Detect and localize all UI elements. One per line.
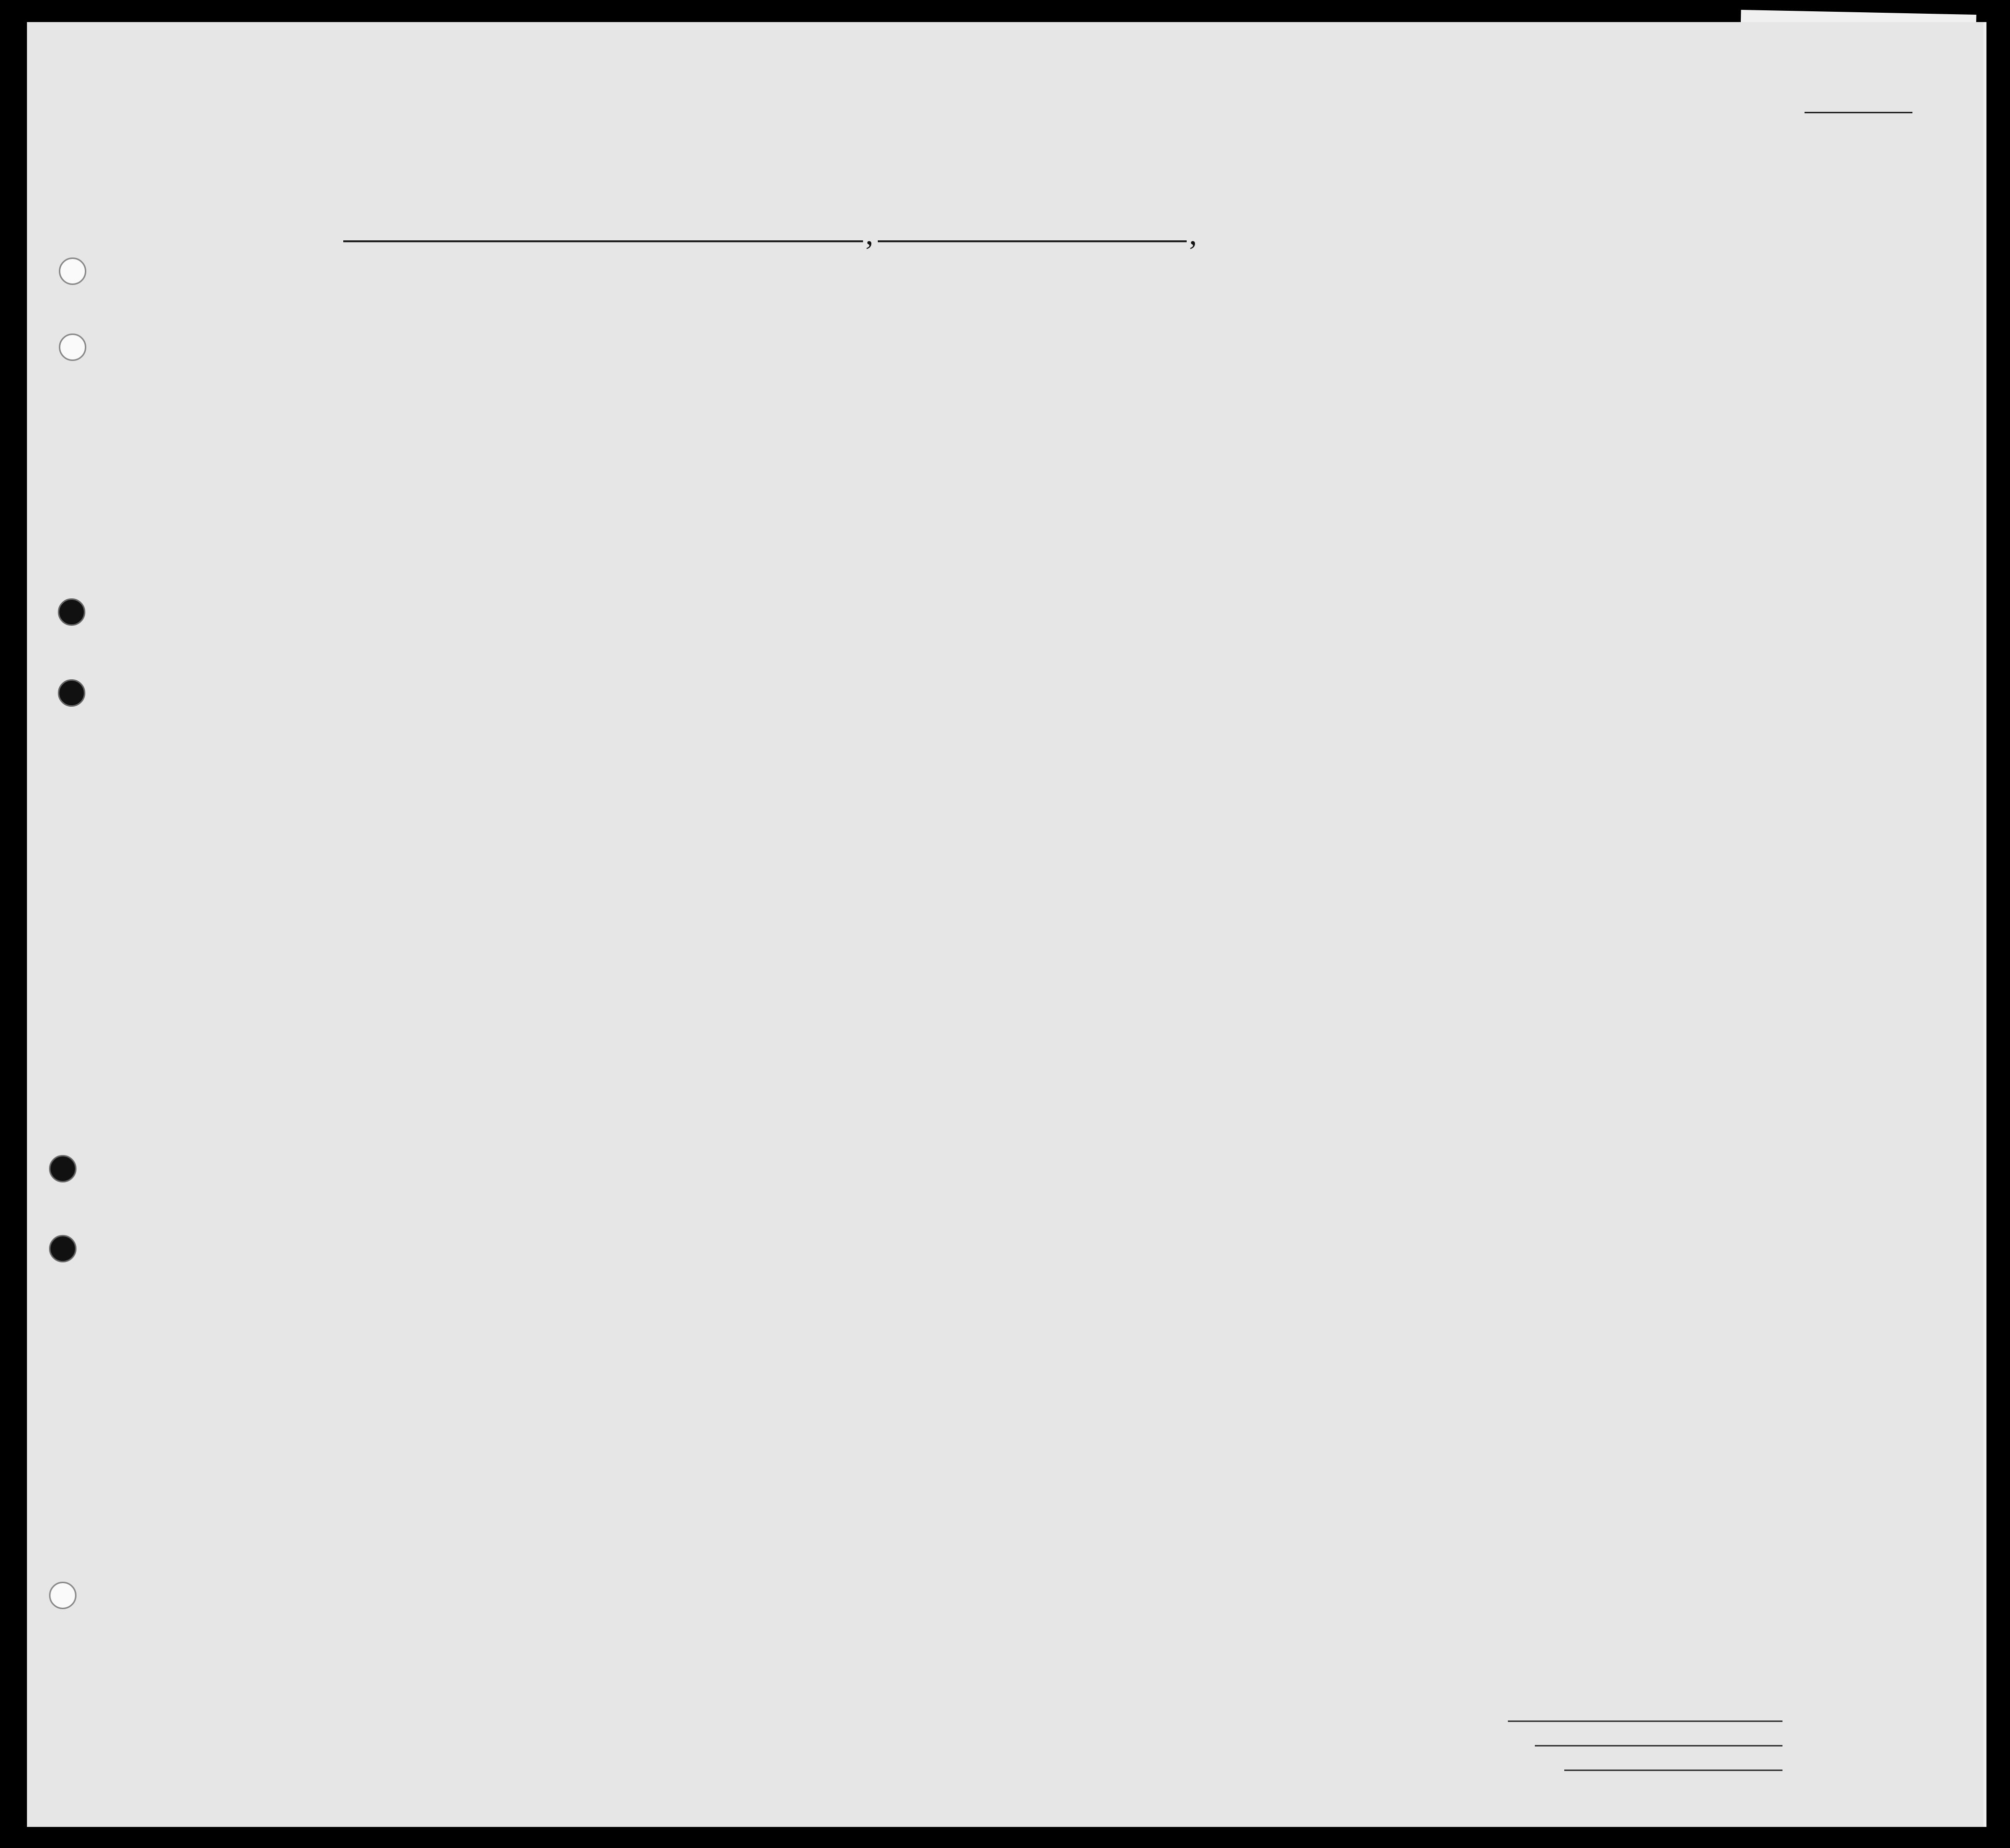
punch-hole <box>49 1155 76 1182</box>
punch-hole <box>58 679 85 707</box>
header-prison <box>1284 314 1321 441</box>
owners-field <box>1535 1745 1782 1746</box>
header-money <box>702 304 729 441</box>
local-agents-field <box>1564 1770 1782 1771</box>
header-inches <box>1667 397 1682 441</box>
punch-hole <box>49 1582 76 1609</box>
header-ticket <box>579 304 608 441</box>
punch-hole <box>59 257 86 285</box>
date-line <box>878 240 1187 242</box>
header-feet <box>1648 407 1662 441</box>
header-excluded <box>1477 314 1494 441</box>
header-polygamist <box>1330 314 1347 441</box>
header-purpose-length <box>1204 338 1236 441</box>
header-overthrow <box>1378 314 1434 441</box>
punch-hole <box>59 334 86 361</box>
punch-hole <box>58 598 85 626</box>
header-arrested <box>1500 314 1517 441</box>
line-field <box>1508 1720 1782 1722</box>
list-line <box>1805 112 1912 113</box>
port-line <box>343 240 863 242</box>
punch-hole <box>49 1235 76 1262</box>
comma: , <box>865 216 873 251</box>
header-purpose-return <box>1169 338 1201 441</box>
header-anarchist <box>1356 314 1373 441</box>
comma: , <box>1189 216 1197 251</box>
header-purpose-citizen <box>1241 338 1272 441</box>
manifest-sheet <box>27 22 1986 1827</box>
header-offer <box>1437 314 1474 441</box>
